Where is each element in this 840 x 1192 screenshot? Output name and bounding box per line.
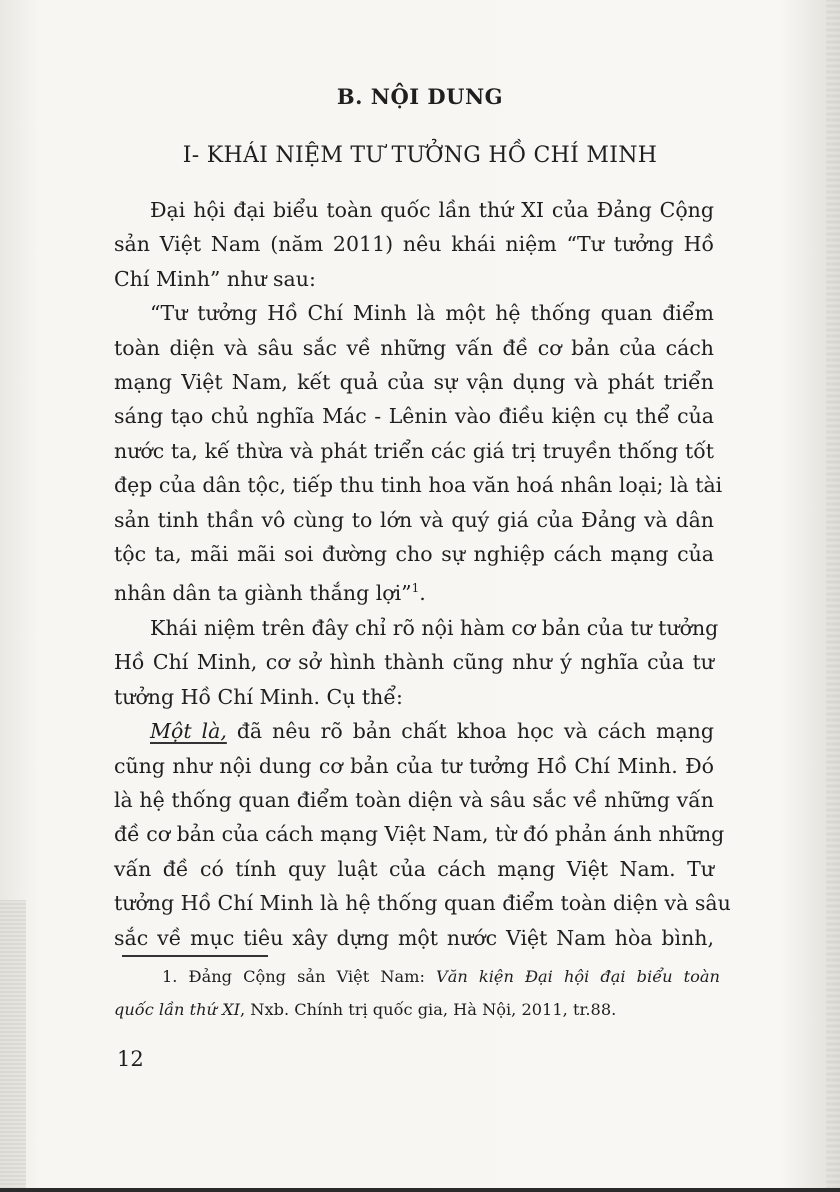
footnote-divider <box>122 955 268 957</box>
text-line: sắc về mục tiêu xây dựng một nước Việt Nam hòa bình, <box>114 925 714 950</box>
mot-la-emphasis: Một là, <box>150 719 227 744</box>
chapter-heading: I- KHÁI NIỆM TƯ TƯỞNG HỒ CHÍ MINH <box>182 143 658 168</box>
text-line: sản Việt Nam (năm 2011) nêu khái niệm “Tư tưởng Hồ <box>114 232 714 257</box>
paragraph-1 <box>114 193 714 296</box>
text-line: sáng tạo chủ nghĩa Mác - Lênin vào điều kiện cụ thể của <box>114 404 714 429</box>
text-line <box>114 714 714 748</box>
text-line: Khái niệm trên đây chỉ rõ nội hàm cơ bản của tư tưởng <box>150 615 719 640</box>
text-line: mạng Việt Nam, kết quả của sự vận dụng và phát triển <box>114 370 714 395</box>
paragraph-3-first-text: đã nêu rõ bản chất khoa học và cách mạng <box>226 719 714 744</box>
text-line: là hệ thống quan điểm toàn diện và sâu sắc về những vấn <box>114 787 714 812</box>
section-heading: B. NỘI DUNG <box>336 84 504 109</box>
text-line: đề cơ bản của cách mạng Việt Nam, từ đó phản ánh những <box>114 822 725 847</box>
text-line: Đại hội đại biểu toàn quốc lần thứ XI của Đảng Cộng <box>150 198 714 222</box>
text-line: tưởng Hồ Chí Minh. Cụ thể: <box>114 684 403 709</box>
footnote-source: 1. Đảng Cộng sản Việt Nam: <box>162 967 437 986</box>
footnote-line-2 <box>114 993 720 1026</box>
quote-last-text: nhân dân ta giành thắng lợi” <box>114 581 412 606</box>
text-line: toàn diện và sâu sắc về những vấn đề cơ bản của cách <box>114 335 714 360</box>
text-line: Hồ Chí Minh, cơ sở hình thành cũng như ý nghĩa của tư <box>114 650 714 675</box>
text-line: nước ta, kế thừa và phát triển các giá trị truyền thống tốt <box>114 438 714 463</box>
text-line: vấn đề có tính quy luật của cách mạng Việt Nam. Tư <box>114 856 714 881</box>
text-line: sản tinh thần vô cùng to lớn và quý giá của Đảng và dân <box>114 507 714 532</box>
text-line: tộc ta, mãi mãi soi đường cho sự nghiệp cách mạng của <box>114 542 714 567</box>
scan-bottom-edge <box>0 1188 840 1192</box>
footnote-reference[interactable]: 1 <box>411 581 420 596</box>
footnote-publisher: , Nxb. Chính trị quốc gia, Hà Nội, 2011, tr.88. <box>240 1000 617 1019</box>
quote-paragraph <box>114 296 723 611</box>
footnote-line-1 <box>114 960 720 993</box>
text-line: cũng như nội dung cơ bản của tư tưởng Hồ Chí Minh. Đó <box>114 753 714 778</box>
text-line <box>114 571 714 610</box>
body-text <box>114 193 731 955</box>
page-number: 12 <box>117 1047 144 1071</box>
text-line: Chí Minh” như sau: <box>114 266 316 291</box>
footnote-title-line2: quốc lần thứ XI <box>114 1000 240 1019</box>
footnote-title-line1: Văn kiện Đại hội đại biểu toàn <box>436 967 720 986</box>
text-line: “Tư tưởng Hồ Chí Minh là một hệ thống quan điểm <box>150 301 714 326</box>
footnote <box>114 960 720 1026</box>
quote-end-period: . <box>419 581 426 606</box>
page-edge-left <box>0 900 26 1192</box>
text-line: đẹp của dân tộc, tiếp thu tinh hoa văn hoá nhân loại; là tài <box>114 473 723 498</box>
page-edge-right <box>826 0 840 1192</box>
paragraph-3 <box>114 714 731 955</box>
text-line: tưởng Hồ Chí Minh là hệ thống quan điểm toàn diện và sâu <box>114 891 731 916</box>
paragraph-2 <box>114 611 719 714</box>
